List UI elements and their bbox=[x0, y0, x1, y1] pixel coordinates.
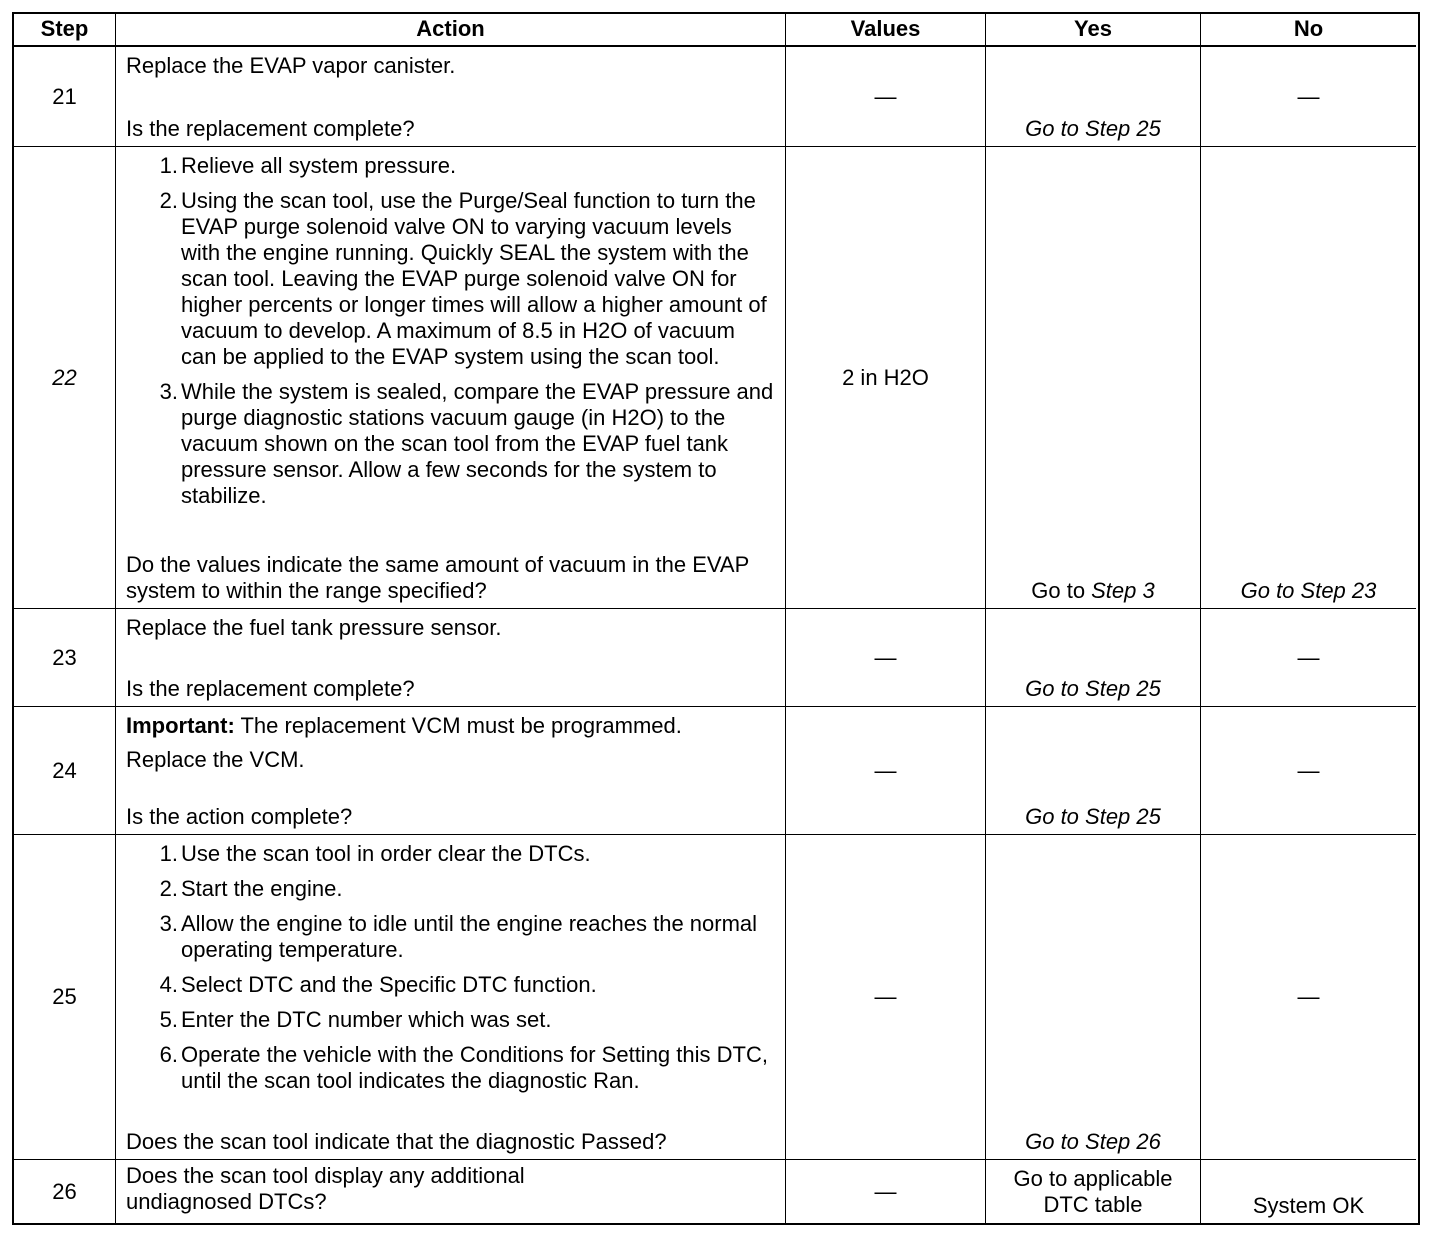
step-number: 26 bbox=[14, 1160, 116, 1223]
list-item-number: 3. bbox=[159, 911, 178, 936]
list-item-number: 4. bbox=[159, 972, 178, 997]
action-text: Replace the EVAP vapor canister. bbox=[126, 53, 456, 78]
header-no: No bbox=[1201, 14, 1416, 47]
important-text: The replacement VCM must be programmed. bbox=[234, 713, 682, 738]
no-cell bbox=[1201, 609, 1416, 707]
no-cell bbox=[1201, 835, 1416, 1160]
values-cell bbox=[786, 147, 986, 609]
list-item bbox=[146, 153, 775, 179]
list-item bbox=[146, 188, 775, 370]
header-values: Values bbox=[786, 14, 986, 47]
step-number-text: 22 bbox=[52, 364, 77, 390]
list-item-number: 5. bbox=[159, 1007, 178, 1032]
step-number: 21 bbox=[14, 47, 116, 147]
table-row bbox=[14, 1160, 1418, 1223]
action-question: Is the action complete? bbox=[126, 804, 353, 829]
table-header bbox=[14, 14, 1418, 47]
action-question: Does the scan tool display any additional undiagnosed DTCs? bbox=[126, 1163, 525, 1214]
list-item-text: Use the scan tool in order clear the DTCs. bbox=[181, 841, 591, 866]
list-item-text: Using the scan tool, use the Purge/Seal function to turn the EVAP purge solenoid valve ON to varying vacuum levels with the engine running. Quickly SEAL the system with the scan tool. Leaving the EVAP purge solenoid valve ON for higher percents or longer times will allow a higher amount of vacuum to develop. A maximum of 8.5 in H2O of vacuum can be applied to the EVAP system using the scan tool. bbox=[181, 188, 767, 369]
list-item bbox=[146, 1007, 775, 1033]
list-item bbox=[146, 379, 775, 509]
values-cell bbox=[786, 835, 986, 1160]
list-item bbox=[146, 841, 775, 867]
action-text: Replace the VCM. bbox=[126, 747, 305, 772]
list-item-text: Allow the engine to idle until the engine reaches the normal operating temperature. bbox=[181, 911, 758, 962]
yes-cell bbox=[986, 707, 1201, 835]
list-item-number: 1. bbox=[159, 841, 178, 866]
table-row bbox=[14, 147, 1418, 609]
header-yes: Yes bbox=[986, 14, 1201, 47]
list-item bbox=[146, 1042, 775, 1094]
action-cell bbox=[116, 707, 786, 835]
action-question: Do the values indicate the same amount of vacuum in the EVAP system to within the range specified? bbox=[126, 552, 749, 603]
table-row bbox=[14, 707, 1418, 835]
yes-prefix: Go to bbox=[1031, 578, 1086, 603]
list-item bbox=[146, 876, 775, 902]
no-text: — bbox=[1297, 644, 1320, 670]
no-text: — bbox=[1297, 984, 1320, 1009]
no-text: System OK bbox=[1252, 1193, 1365, 1218]
yes-cell bbox=[986, 609, 1201, 707]
yes-link[interactable]: Go to Step 25 bbox=[1025, 804, 1161, 829]
table-row bbox=[14, 609, 1418, 707]
step-number: 24 bbox=[14, 707, 116, 835]
yes-cell bbox=[986, 47, 1201, 147]
action-cell bbox=[116, 835, 786, 1160]
list-item-text: Relieve all system pressure. bbox=[181, 153, 457, 178]
list-item-text: While the system is sealed, compare the EVAP pressure and purge diagnostic stations vacuum gauge (in H2O) to the vacuum shown on the scan tool from the EVAP fuel tank pressure sensor. Allow a few seconds for the system to stabilize. bbox=[181, 379, 774, 508]
yes-link[interactable]: Go to Step 25 bbox=[1025, 116, 1161, 141]
values-cell bbox=[786, 1160, 986, 1223]
table-row bbox=[14, 47, 1418, 147]
no-link[interactable]: Go to Step 23 bbox=[1240, 578, 1377, 603]
yes-link[interactable]: Go to Step 26 bbox=[1025, 1129, 1161, 1154]
action-question: Is the replacement complete? bbox=[126, 676, 415, 701]
no-text: — bbox=[1297, 83, 1320, 109]
procedure-list bbox=[126, 841, 775, 1103]
list-item-text: Enter the DTC number which was set. bbox=[181, 1007, 552, 1032]
no-cell bbox=[1201, 147, 1416, 609]
action-question: Does the scan tool indicate that the diagnostic Passed? bbox=[126, 1129, 667, 1154]
list-item bbox=[146, 972, 775, 998]
action-cell bbox=[116, 1160, 786, 1223]
no-cell bbox=[1201, 1160, 1416, 1223]
list-item-text: Operate the vehicle with the Conditions for Setting this DTC, until the scan tool indicates the diagnostic Ran. bbox=[181, 1042, 768, 1093]
procedure-list bbox=[126, 153, 775, 518]
step-number bbox=[14, 147, 116, 609]
list-item-number: 1. bbox=[159, 153, 178, 178]
list-item-text: Start the engine. bbox=[181, 876, 343, 901]
yes-cell bbox=[986, 835, 1201, 1160]
action-text: Replace the fuel tank pressure sensor. bbox=[126, 615, 502, 640]
important-label: Important: bbox=[126, 713, 235, 738]
values-cell bbox=[786, 707, 986, 835]
values-text: — bbox=[874, 757, 897, 783]
step-number: 25 bbox=[14, 835, 116, 1160]
values-text: — bbox=[874, 1178, 897, 1204]
values-cell bbox=[786, 609, 986, 707]
list-item-text: Select DTC and the Specific DTC function. bbox=[181, 972, 597, 997]
no-cell bbox=[1201, 707, 1416, 835]
no-text: — bbox=[1297, 757, 1320, 783]
values-text: — bbox=[874, 83, 897, 109]
action-question: Is the replacement complete? bbox=[126, 116, 415, 141]
diagnostic-table bbox=[12, 12, 1420, 1225]
table-row bbox=[14, 835, 1418, 1160]
values-text: — bbox=[874, 984, 897, 1009]
action-cell bbox=[116, 609, 786, 707]
header-step: Step bbox=[14, 14, 116, 47]
header-action: Action bbox=[116, 14, 786, 47]
values-text: — bbox=[874, 644, 897, 670]
yes-cell bbox=[986, 147, 1201, 609]
yes-link[interactable]: Step 3 bbox=[1091, 578, 1155, 603]
values-text: 2 in H2O bbox=[842, 364, 929, 390]
yes-text[interactable]: Go to applicable DTC table bbox=[1013, 1165, 1173, 1217]
list-item-number: 2. bbox=[159, 876, 178, 901]
step-number: 23 bbox=[14, 609, 116, 707]
important-note bbox=[126, 713, 775, 739]
list-item-number: 6. bbox=[159, 1042, 178, 1067]
list-item-number: 3. bbox=[159, 379, 178, 404]
list-item-number: 2. bbox=[159, 188, 178, 213]
action-cell bbox=[116, 147, 786, 609]
values-cell bbox=[786, 47, 986, 147]
yes-cell bbox=[986, 1160, 1201, 1223]
yes-link[interactable]: Go to Step 25 bbox=[1025, 676, 1161, 701]
list-item bbox=[146, 911, 775, 963]
no-cell bbox=[1201, 47, 1416, 147]
action-cell bbox=[116, 47, 786, 147]
